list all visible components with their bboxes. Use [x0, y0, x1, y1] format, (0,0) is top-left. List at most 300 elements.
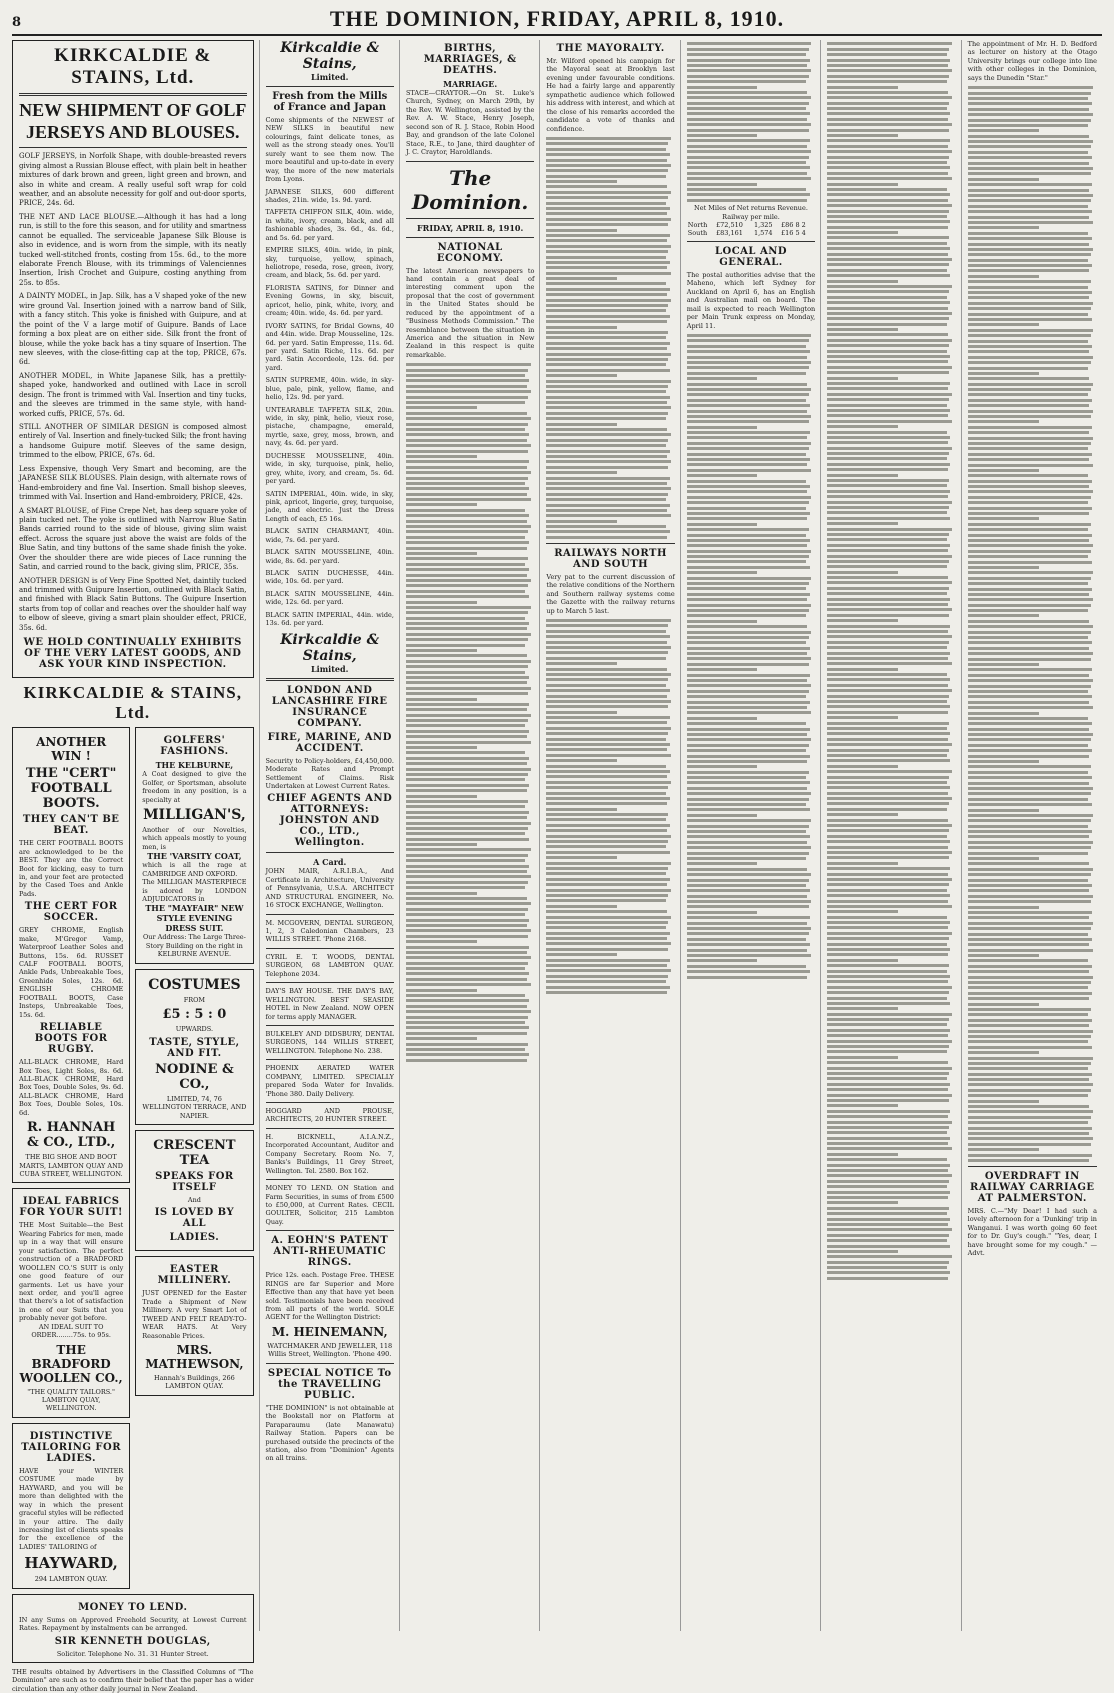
text-line — [406, 956, 531, 959]
text-line — [968, 685, 1091, 688]
text-line — [827, 1158, 946, 1161]
text-line — [406, 908, 528, 911]
text-line — [827, 937, 949, 940]
text-line — [546, 218, 671, 221]
text-line — [406, 1005, 527, 1008]
text-line — [827, 900, 948, 903]
text-line — [827, 441, 948, 444]
business-card: JOHN MAIR, A.R.I.B.A., And Certificate in Architecture, University of Pennsylvania, U.S.A. ARCHITECT AND STRUCTURAL ENGINEER, No. 16 STOCK EXCHANGE, Wellington. — [265, 867, 394, 910]
text-line — [968, 420, 1039, 423]
text-line — [827, 231, 898, 234]
article-continued-text — [546, 137, 674, 539]
text-line — [687, 377, 758, 380]
text-line — [406, 428, 525, 431]
text-line — [687, 366, 809, 369]
text-line — [406, 530, 528, 533]
text-line — [968, 253, 1091, 256]
ad-footer: WE HOLD CONTINUALLY EXHIBITS OF THE VERY LATEST GOODS, AND ASK YOUR KIND INSPECTION. — [23, 637, 242, 671]
ad-body: A Coat designed to give the Golfer, or Sportsman, absolute freedom in any position, is a specialty at — [142, 770, 247, 804]
business-card: BULKELEY AND DIDSBURY, DENTAL SURGEONS, 144 WILLIS STREET, WELLINGTON. Telephone No. 238. — [265, 1029, 394, 1055]
text-line — [827, 975, 950, 978]
column-6 — [827, 40, 961, 1631]
text-line — [827, 145, 948, 148]
text-line — [968, 361, 1091, 364]
text-line — [687, 501, 809, 504]
text-line — [406, 757, 529, 760]
text-line — [406, 1016, 528, 1019]
text-line — [687, 674, 810, 677]
text-line — [968, 410, 1093, 413]
text-line — [687, 577, 812, 580]
text-line — [968, 178, 1039, 181]
text-line — [546, 818, 665, 821]
text-line — [827, 533, 949, 536]
text-line — [406, 460, 529, 463]
text-line — [687, 749, 806, 752]
text-line — [827, 630, 948, 633]
text-line — [827, 371, 949, 374]
ad-firm: MRS. MATHEWSON, — [145, 1343, 244, 1371]
text-line — [968, 701, 1090, 704]
text-line — [406, 1021, 525, 1024]
article-continued-text — [687, 334, 815, 978]
text-line — [687, 129, 809, 132]
text-line — [406, 962, 528, 965]
text-line — [546, 942, 671, 945]
text-line — [546, 797, 669, 800]
firm-name: Kirkcaldie & Stains, — [280, 631, 380, 664]
text-line — [406, 946, 529, 949]
text-line — [546, 342, 669, 345]
article-body: Mr. Wilford opened his campaign for the Mayoral seat at Brooklyn last evening under favourable conditions. He had a fairly large and apparently sympathetic audience which followed his address with interest, and which at the close of his remarks accorded the candidate a vote of thanks and confidence. — [546, 57, 675, 133]
rings-body: Price 12s. each. Postage Free. THESE RINGS are far Superior and More Effective than any that have yet been sold. Testimonials have been received from all parts of the world. SOLE AGENT for the Wellington District: — [265, 1271, 394, 1322]
text-line — [827, 916, 946, 919]
text-line — [546, 980, 665, 983]
text-line — [968, 819, 1091, 822]
ad-line: And — [187, 1195, 201, 1204]
text-line — [968, 765, 1091, 768]
text-line — [546, 781, 671, 784]
text-line — [546, 845, 665, 848]
text-line — [546, 802, 667, 805]
text-line — [546, 245, 671, 248]
ad-item: A SMART BLOUSE, of Fine Crepe Net, has deep square yoke of plain tucked net. The yoke is outlined with Narrow Blue Satin Bands carried round to the side of blouse, giving slim waist effect. Across the square just above the waist are folds of the Blue Satin, and tiny buttons of the same shade finish the yoke. Over the shoulder there are wide pieces of Lace running the Satin, and carried round to the back, giving slim, PRICE, 35s. — [19, 506, 247, 572]
text-line — [406, 773, 528, 776]
text-line — [406, 972, 529, 975]
text-line — [827, 1137, 950, 1140]
text-line — [968, 501, 1088, 504]
text-line — [827, 894, 950, 897]
ad-firm: THE BRADFORD WOOLLEN CO., — [19, 1342, 123, 1385]
text-line — [827, 840, 950, 843]
crescent-tea-ad — [135, 1130, 253, 1251]
text-line — [827, 926, 948, 929]
ad-line: AN IDEAL SUIT TO ORDER........75s. to 95s. — [31, 1322, 111, 1340]
text-line — [406, 450, 528, 453]
text-line — [827, 247, 950, 250]
text-line — [827, 603, 948, 606]
text-line — [827, 635, 952, 638]
table-row: North £72,510 1,325 £86 8 2 — [687, 220, 806, 229]
text-line — [968, 1105, 1090, 1108]
text-line — [827, 1083, 950, 1086]
text-line — [968, 970, 1090, 973]
text-line — [687, 873, 812, 876]
text-line — [827, 1007, 898, 1010]
text-line — [687, 193, 810, 196]
text-line — [968, 803, 1092, 806]
text-line — [827, 1223, 948, 1226]
text-line — [406, 897, 527, 900]
text-line — [546, 363, 665, 366]
text-line — [827, 129, 949, 132]
text-line — [546, 991, 667, 994]
text-line — [827, 404, 946, 407]
text-line — [968, 1046, 1092, 1049]
text-line — [827, 269, 946, 272]
text-line — [827, 226, 948, 229]
text-line — [827, 1126, 949, 1129]
paper-nameplate: The Dominion. — [411, 165, 529, 214]
text-line — [968, 1013, 1088, 1016]
text-line — [406, 541, 529, 544]
text-line — [827, 501, 952, 504]
text-line — [827, 1180, 949, 1183]
text-line — [546, 353, 671, 356]
text-line — [406, 784, 529, 787]
ad-body: HAVE your WINTER COSTUME made by HAYWARD, and you will be more than delighted with the way in which the present graceful styles will be reflected in your attire. The daily increasing list of clients speaks for the excellence of the LADIES' TAILORING of — [19, 1466, 124, 1551]
text-line — [687, 868, 808, 871]
text-line — [546, 905, 617, 908]
ad-title: CRESCENT TEA — [153, 1137, 236, 1168]
text-line — [687, 534, 806, 537]
text-line — [968, 383, 1093, 386]
text-line — [968, 776, 1092, 779]
article-continued-text — [687, 42, 815, 201]
returns-table-head: Net Miles of Net returns Revenue. Railway per mile. — [694, 204, 808, 221]
text-line — [968, 313, 1088, 316]
text-line — [546, 883, 667, 886]
text-line — [687, 42, 812, 45]
text-line — [968, 588, 1092, 591]
text-line — [546, 899, 665, 902]
text-line — [968, 771, 1088, 774]
text-line — [827, 1147, 952, 1150]
text-line — [406, 708, 527, 711]
text-line — [968, 722, 1092, 725]
leader-body: The latest American newspapers to hand contain a great deal of interesting comment upon the proposal that the cost of government in the United States should be reduced by the appointment of a "Business Methods Commission." The resemblance between the situation in America and the situation in New Zealand in this respect is quite remarkable. — [405, 266, 535, 359]
text-line — [546, 385, 668, 388]
text-line — [687, 139, 810, 142]
text-line — [687, 760, 808, 763]
special-notice-body: "THE DOMINION" is not obtainable at the Bookstall nor on Platform at Paraparaumu (late Manawatu) Railway Station. Papers can be purchased outside the precincts of the station, also from "Dominion" Agents on all trains. — [265, 1403, 394, 1463]
text-line — [687, 69, 812, 72]
text-line — [406, 913, 525, 916]
silk-item: SATIN IMPERIAL, 40in. wide, in sky, pink, apricot, lingerie, grey, turquoise, jade, and electric. Just the Dress Length of each, £5 16s. — [265, 489, 394, 523]
text-line — [968, 129, 1039, 132]
text-line — [687, 458, 810, 461]
notice-title: OVERDRAFT IN RAILWAY CARRIAGE AT PALMERSTON. — [970, 1170, 1095, 1204]
silk-item: TAFFETA CHIFFON SILK, 40in. wide, in white, ivory, cream, black, and all fashionable shades, 3s. 6d., 4s. 6d., and 5s. 6d. per yard. — [265, 208, 394, 242]
text-line — [546, 520, 617, 523]
text-line — [827, 878, 952, 881]
text-line — [827, 1164, 950, 1167]
text-line — [968, 194, 1093, 197]
text-line — [546, 662, 617, 665]
text-line — [968, 922, 1093, 925]
text-line — [687, 156, 809, 159]
text-line — [406, 595, 529, 598]
text-line — [406, 369, 528, 372]
text-line — [968, 145, 1091, 148]
text-line — [827, 366, 952, 369]
ad-section: RELIABLE BOOTS FOR RUGBY. — [34, 1022, 108, 1056]
firm-name: Kirkcaldie & Stains, — [280, 40, 380, 72]
text-line — [827, 587, 949, 590]
text-line — [546, 770, 669, 773]
text-line — [406, 676, 529, 679]
text-line — [406, 816, 527, 819]
text-line — [406, 487, 529, 490]
text-line — [687, 566, 810, 569]
text-line — [406, 870, 527, 873]
text-line — [687, 474, 758, 477]
silk-item: BLACK SATIN CHARMANT, 40in. wide, 7s. 6d. per yard. — [265, 527, 394, 544]
text-line — [827, 867, 950, 870]
text-line — [406, 444, 531, 447]
text-line — [546, 250, 668, 253]
article-continued-text — [546, 619, 674, 994]
text-line — [406, 617, 525, 620]
text-line — [968, 1024, 1090, 1027]
text-line — [968, 728, 1090, 731]
text-line — [827, 1153, 898, 1156]
text-line — [968, 275, 1039, 278]
ad-section: THE CERT FOR SOCCER. — [24, 901, 118, 924]
text-line — [406, 374, 525, 377]
text-line — [827, 808, 946, 811]
text-line — [827, 1228, 952, 1231]
text-line — [406, 1032, 527, 1035]
text-line — [968, 458, 1090, 461]
text-line — [968, 631, 1091, 634]
text-line — [827, 420, 952, 423]
text-line — [827, 980, 948, 983]
text-line — [968, 517, 1039, 520]
text-line — [687, 91, 808, 94]
ad-item: GOLF JERSEYS, in Norfolk Shape, with double-breasted revers giving almost a Russian Blouse effect, with plain belt in heather mixtures of dark brown and green, light green and brown, and also in white and cream. A really useful soft wrap for cold weather, and an absolute necessity for golf and out-door sports, PRICE, 24s. 6d. — [19, 152, 247, 208]
text-line — [546, 986, 669, 989]
text-line — [687, 835, 810, 838]
text-line — [827, 86, 898, 89]
text-line — [687, 199, 808, 202]
text-line — [687, 118, 808, 121]
text-line — [827, 495, 948, 498]
text-line — [546, 948, 668, 951]
text-line — [968, 1051, 1039, 1054]
text-line — [827, 1067, 952, 1070]
text-line — [827, 824, 952, 827]
text-line — [687, 954, 812, 957]
text-line — [687, 587, 806, 590]
text-line — [406, 789, 527, 792]
text-line — [968, 933, 1088, 936]
text-line — [546, 202, 665, 205]
text-line — [406, 390, 531, 393]
text-line — [968, 269, 1090, 272]
text-line — [968, 668, 1092, 671]
text-line — [827, 511, 946, 514]
text-line — [546, 142, 668, 145]
text-line — [406, 574, 527, 577]
text-line — [827, 641, 949, 644]
text-line — [968, 447, 1088, 450]
business-card: H. BICKNELL, A.I.A.N.Z., Incorporated Accountant, Auditor and Company Secretary. Room No. 7, Banks's Buildings, 11 Grey Street, Wellington. Tel. 2580. Box 162. — [265, 1132, 394, 1175]
text-line — [687, 916, 810, 919]
text-line — [687, 393, 809, 396]
text-line — [968, 1148, 1039, 1151]
text-line — [968, 302, 1093, 305]
text-line — [687, 383, 808, 386]
text-line — [968, 372, 1039, 375]
text-line — [968, 695, 1092, 698]
text-line — [406, 471, 531, 474]
text-line — [827, 738, 948, 741]
text-line — [968, 992, 1092, 995]
circulation-notice: THE results obtained by Advertisers in the Classified Columns of "The Dominion" are such as to confirm their belief that the paper has a wider circulation than any other daily journal in New Zealand. — [12, 1668, 254, 1693]
text-line — [827, 328, 898, 331]
text-line — [827, 447, 952, 450]
text-line — [968, 469, 1039, 472]
text-line — [827, 851, 952, 854]
text-line — [827, 53, 946, 56]
ad-body: which is all the rage at CAMBRIDGE AND OXFORD. — [142, 861, 247, 878]
text-line — [546, 439, 668, 442]
ad-line: LADIES. — [169, 1232, 220, 1244]
text-line — [827, 387, 948, 390]
text-line — [687, 517, 808, 520]
text-line — [827, 1218, 950, 1221]
text-line — [968, 1073, 1092, 1076]
text-line — [406, 698, 477, 701]
text-line — [687, 453, 806, 456]
text-line — [827, 463, 950, 466]
text-line — [546, 487, 671, 490]
text-line — [968, 609, 1088, 612]
silk-item: UNTEARABLE TAFFETA SILK, 20in. wide, in sky, pink, helio, vieux rose, pistache, champagne, emerald, myrtle, saxe, grey, moss, brown, and navy, 4s. 6d. per yard. — [265, 405, 394, 448]
text-line — [546, 299, 671, 302]
text-line — [827, 333, 948, 336]
text-line — [546, 754, 671, 757]
text-line — [827, 156, 949, 159]
text-line — [687, 512, 810, 515]
text-line — [827, 177, 952, 180]
text-line — [968, 1008, 1091, 1011]
text-line — [406, 633, 531, 636]
text-line — [546, 808, 617, 811]
ad-firm: HAYWARD, — [24, 1554, 118, 1573]
text-line — [406, 746, 477, 749]
text-line — [406, 843, 477, 846]
text-line — [546, 304, 668, 307]
ad-item-name: THE 'VARSITY COAT, — [147, 851, 242, 862]
text-line — [968, 976, 1093, 979]
text-line — [827, 1002, 950, 1005]
text-line — [827, 204, 952, 207]
text-line — [546, 932, 669, 935]
text-line — [968, 237, 1092, 240]
text-line — [968, 1067, 1088, 1070]
text-line — [546, 423, 617, 426]
text-line — [406, 412, 527, 415]
text-line — [968, 879, 1088, 882]
text-line — [687, 415, 812, 418]
text-line — [546, 813, 668, 816]
text-line — [687, 949, 808, 952]
text-line — [968, 706, 1093, 709]
text-line — [546, 169, 668, 172]
text-line — [827, 528, 952, 531]
text-line — [406, 865, 529, 868]
text-line — [968, 900, 1091, 903]
ad-body: The MILLIGAN MASTERPIECE is adored by LONDON ADJUDICATORS in — [142, 878, 247, 903]
text-line — [406, 590, 525, 593]
text-line — [968, 442, 1091, 445]
text-line — [546, 185, 667, 188]
text-line — [687, 172, 808, 175]
text-line — [406, 983, 531, 986]
text-line — [968, 841, 1093, 844]
text-line — [546, 455, 667, 458]
text-line — [687, 803, 806, 806]
text-line — [827, 797, 952, 800]
text-line — [406, 568, 529, 571]
text-line — [406, 1059, 527, 1062]
firm-name: KIRKCALDIE & STAINS, Ltd. — [54, 45, 212, 88]
text-line — [968, 108, 1090, 111]
text-line — [827, 1196, 948, 1199]
column-5 — [687, 40, 821, 1631]
text-line — [827, 598, 950, 601]
text-line — [406, 768, 531, 771]
text-line — [546, 856, 617, 859]
text-line — [687, 123, 812, 126]
text-line — [406, 800, 528, 803]
text-line — [546, 536, 667, 539]
text-line — [968, 895, 1093, 898]
text-line — [968, 512, 1090, 515]
text-line — [827, 592, 946, 595]
text-line — [827, 711, 948, 714]
text-line — [968, 1019, 1092, 1022]
text-line — [968, 868, 1093, 871]
text-line — [968, 997, 1090, 1000]
ad-firm: MILLIGAN'S, — [143, 806, 246, 823]
text-line — [968, 296, 1090, 299]
text-line — [546, 668, 667, 671]
text-line — [687, 792, 812, 795]
text-line — [546, 964, 667, 967]
text-line — [827, 409, 950, 412]
text-line — [546, 975, 668, 978]
text-line — [546, 514, 671, 517]
text-line — [968, 954, 1039, 957]
text-line — [406, 547, 527, 550]
text-line — [406, 627, 527, 630]
text-line — [546, 641, 667, 644]
text-line — [968, 598, 1093, 601]
ad-kicker: IDEAL FABRICS FOR YOUR SUIT! — [19, 1196, 123, 1219]
